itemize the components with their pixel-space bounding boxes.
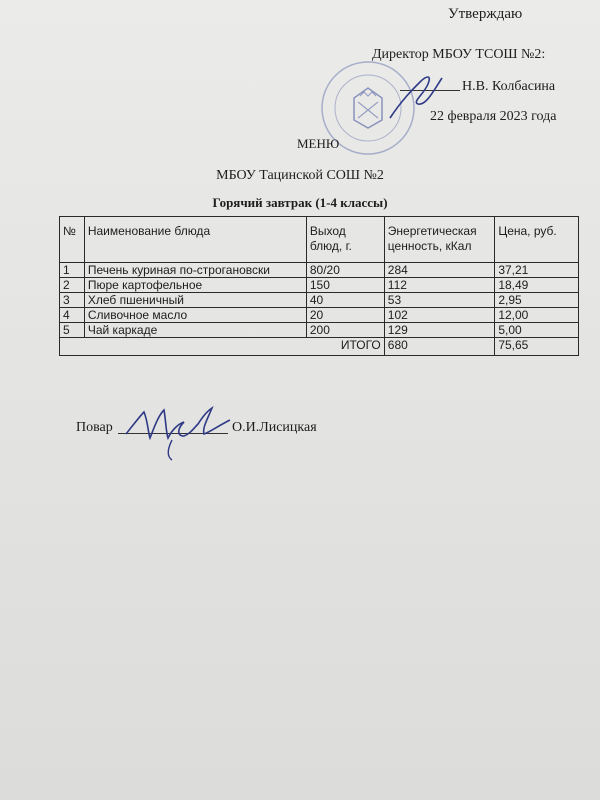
table-total-row: [60, 338, 579, 356]
cook-signature-icon: [118, 388, 238, 468]
row-price: 5,00: [495, 323, 579, 338]
header-yield: Выход блюд, г.: [306, 217, 384, 263]
row-no: 1: [60, 263, 85, 278]
table-row: [60, 308, 579, 323]
total-price: 75,65: [495, 338, 579, 356]
row-yield: 20: [306, 308, 384, 323]
row-energy: 284: [384, 263, 495, 278]
row-price: 37,21: [495, 263, 579, 278]
row-yield: 200: [306, 323, 384, 338]
row-name: Хлеб пшеничный: [84, 293, 306, 308]
director-signature-icon: [382, 60, 452, 130]
row-name: Чай каркаде: [84, 323, 306, 338]
row-yield: 150: [306, 278, 384, 293]
header-energy: Энергетическая ценность, кКал: [384, 217, 495, 263]
approval-date: 22 февраля 2023 года: [430, 109, 557, 124]
header-price: Цена, руб.: [495, 217, 579, 263]
table-row: [60, 323, 579, 338]
header-name: Наименование блюда: [84, 217, 306, 263]
director-title: Директор МБОУ ТСОШ №2:: [372, 47, 546, 62]
row-yield: 80/20: [306, 263, 384, 278]
table-header-row: [60, 217, 579, 263]
menu-table: [59, 216, 579, 356]
row-price: 2,95: [495, 293, 579, 308]
row-energy: 112: [384, 278, 495, 293]
row-price: 12,00: [495, 308, 579, 323]
row-energy: 129: [384, 323, 495, 338]
cook-name: О.И.Лисицкая: [232, 420, 317, 435]
director-name: Н.В. Колбасина: [462, 79, 556, 94]
row-name: Пюре картофельное: [84, 278, 306, 293]
row-name: Сливочное масло: [84, 308, 306, 323]
meal-title: Горячий завтрак (1-4 классы): [212, 195, 388, 210]
menu-title: МЕНЮ: [297, 136, 340, 151]
cook-label: Повар: [76, 420, 113, 435]
row-energy: 102: [384, 308, 495, 323]
school-name: МБОУ Тацинской СОШ №2: [216, 168, 384, 183]
row-no: 3: [60, 293, 85, 308]
total-label: ИТОГО: [60, 338, 385, 356]
table-row: [60, 293, 579, 308]
row-no: 2: [60, 278, 85, 293]
row-no: 4: [60, 308, 85, 323]
approval-label: Утверждаю: [448, 6, 523, 22]
row-energy: 53: [384, 293, 495, 308]
row-price: 18,49: [495, 278, 579, 293]
row-yield: 40: [306, 293, 384, 308]
row-no: 5: [60, 323, 85, 338]
header-no: №: [60, 217, 85, 263]
table-row: [60, 278, 579, 293]
table-row: [60, 263, 579, 278]
row-name: Печень куриная по-строгановски: [84, 263, 306, 278]
total-energy: 680: [384, 338, 495, 356]
